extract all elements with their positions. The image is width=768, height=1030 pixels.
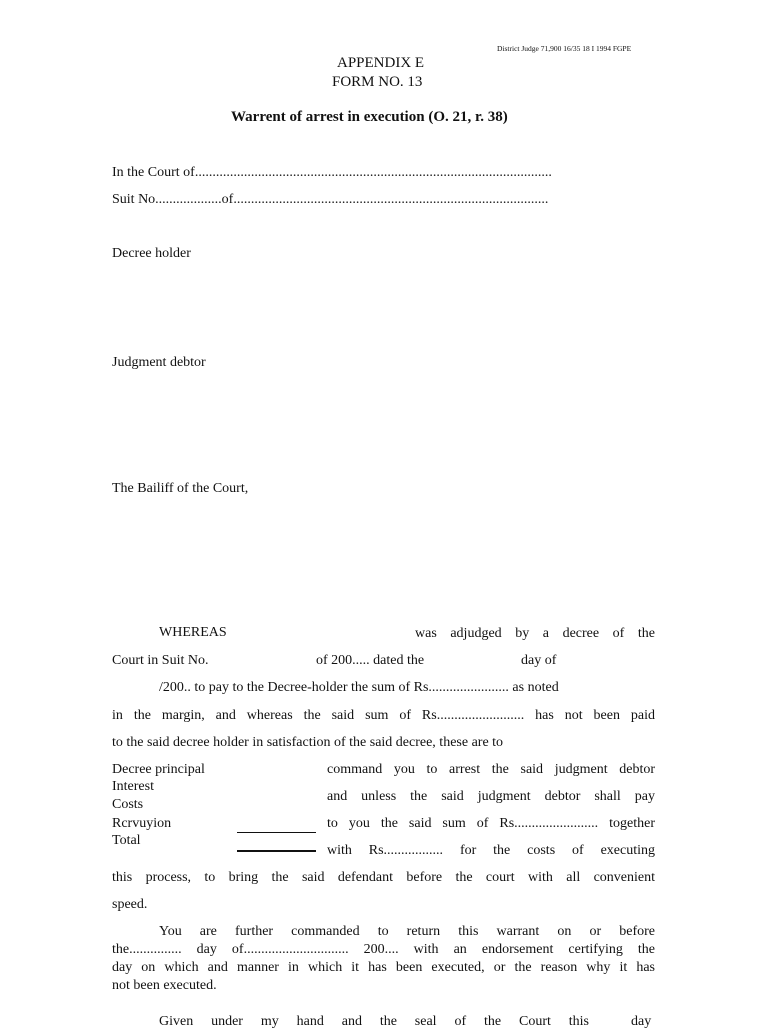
margin-costs: Costs: [112, 797, 144, 812]
para1-line4: in the margin, and whereas the said sum of Rs......................... has not been paid: [112, 708, 655, 723]
para1-line5: to the said decree holder in satisfaction of the said decree, these are to: [112, 735, 504, 750]
court-in-suit: Court in Suit No.: [112, 653, 209, 668]
decree-holder-label: Decree holder: [112, 246, 191, 261]
suit-line: Suit No...................of..........................................................................................: [112, 192, 549, 207]
margin-rcrvuyion: Rcrvuyion: [112, 816, 172, 831]
para1-line3: /200.. to pay to the Decree-holder the sum of Rs....................... as noted: [159, 680, 559, 695]
form-title: Warrent of arrest in execution (O. 21, r. 38): [231, 109, 508, 125]
day-of: day of: [521, 653, 557, 668]
bailiff-address: The Bailiff of the Court,: [112, 481, 249, 496]
judgment-debtor-label: Judgment debtor: [112, 355, 206, 370]
para1-end-line2: speed.: [112, 897, 148, 912]
whereas-word: WHEREAS: [159, 625, 227, 640]
printer-line: District Judge 71,900 16/35 18 I 1994 FGPE: [497, 44, 632, 53]
given-under-hand: Given under my hand and the seal of the Court this: [159, 1014, 589, 1029]
para2-line1: You are further commanded to return this warrant on or before: [159, 924, 655, 939]
right-col-line1: command you to arrest the said judgment debtor: [327, 762, 655, 777]
para2-line4: not been executed.: [112, 978, 217, 993]
total-rule: [237, 850, 316, 852]
para2-line3: day on which and manner in which it has been executed, or the reason why it has: [112, 960, 655, 975]
given-day: day: [631, 1014, 652, 1029]
margin-decree-principal: Decree principal: [112, 762, 205, 777]
margin-total: Total: [112, 833, 141, 848]
right-col-line4: with Rs................. for the costs of executing: [327, 843, 655, 858]
right-col-line2: and unless the said judgment debtor shall pay: [327, 789, 655, 804]
right-col-line3: to you the said sum of Rs........................ together: [327, 816, 655, 831]
subtotal-rule: [237, 832, 316, 833]
para2-line2: the............... day of.............................. 200.... with an endorsement certifying the: [112, 942, 655, 957]
adjudged-text: was adjudged by a decree of the: [415, 626, 655, 641]
margin-interest: Interest: [112, 779, 154, 794]
of-200-dated: of 200..... dated the: [316, 653, 425, 668]
court-line: In the Court of......................................................................................................: [112, 165, 552, 180]
appendix-heading: APPENDIX E: [337, 55, 425, 71]
para1-end-line1: this process, to bring the said defendant before the court with all convenient: [112, 870, 655, 885]
form-number: FORM NO. 13: [332, 74, 423, 90]
